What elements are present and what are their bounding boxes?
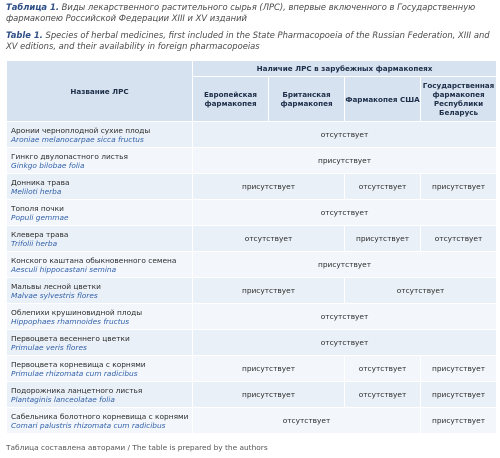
name-ru: Сабельника болотного корневища с корнями — [11, 411, 189, 421]
caption-en-label: Table 1. — [6, 30, 43, 40]
availability-cell: присутствует — [421, 382, 497, 408]
herbal-medicine-name — [7, 200, 193, 226]
header-name-column: Название ЛРС — [7, 61, 193, 122]
name-ru: Гинкго двулопастного листья — [11, 151, 128, 161]
availability-cell: присутствует — [193, 278, 345, 304]
name-latin: Primulae veris flores — [11, 342, 87, 352]
name-latin: Trifolii herba — [11, 238, 58, 248]
name-ru: Подорожника ланцетного листья — [11, 385, 143, 395]
name-latin: Ginkgo bilobae folia — [11, 160, 85, 170]
herbal-medicine-name — [7, 382, 193, 408]
herbal-medicine-name — [7, 408, 193, 434]
name-ru: Конского каштана обыкновенного семена — [11, 255, 177, 265]
table-row — [7, 200, 497, 226]
caption-ru-text: Виды лекарственного растительного сырья (ЛРС), впервые включенного в Государственную фармакопею Российской Федерации XIII и XV изданий — [6, 2, 476, 23]
table-row — [7, 226, 497, 252]
availability-cell: присутствует — [193, 382, 345, 408]
herbal-medicine-name — [7, 174, 193, 200]
header-col-british: Британская фармакопея — [269, 77, 345, 122]
header-group: Наличие ЛРС в зарубежных фармакопеях — [193, 61, 497, 77]
availability-cell: отсутствует — [345, 382, 421, 408]
table-row — [7, 382, 497, 408]
table-row — [7, 148, 497, 174]
availability-cell: присутствует — [421, 408, 497, 434]
name-ru: Тополя почки — [11, 203, 64, 213]
table-row — [7, 278, 497, 304]
header-col-belarus: Государственная фармакопея Республики Беларусь — [421, 77, 497, 122]
availability-cell: отсутствует — [345, 174, 421, 200]
name-latin: Meliloti herba — [11, 186, 62, 196]
availability-cell: отсутствует — [193, 226, 345, 252]
table-row — [7, 356, 497, 382]
availability-cell: отсутствует — [193, 122, 497, 148]
name-latin: Hippophaes rhamnoides fructus — [11, 316, 130, 326]
name-ru: Мальвы лесной цветки — [11, 281, 101, 291]
name-ru: Донника трава — [11, 177, 70, 187]
table-row — [7, 252, 497, 278]
herbal-medicine-name — [7, 226, 193, 252]
name-latin: Malvae sylvestris flores — [11, 290, 98, 300]
availability-cell: присутствует — [345, 226, 421, 252]
availability-cell: отсутствует — [421, 226, 497, 252]
availability-cell: присутствует — [193, 252, 497, 278]
name-ru: Первоцвета весеннего цветки — [11, 333, 130, 343]
availability-cell: отсутствует — [193, 304, 497, 330]
herbal-medicine-name — [7, 330, 193, 356]
table-row — [7, 330, 497, 356]
herbal-medicine-name — [7, 252, 193, 278]
name-ru: Аронии черноплодной сухие плоды — [11, 125, 151, 135]
availability-cell: присутствует — [193, 148, 497, 174]
name-latin: Aroniae melanocarpae sicca fructus — [11, 134, 144, 144]
availability-cell: присутствует — [193, 356, 345, 382]
name-ru: Первоцвета корневища с корнями — [11, 359, 146, 369]
herbal-medicine-name — [7, 148, 193, 174]
table-body — [7, 122, 497, 434]
caption-en-text: Species of herbal medicines, first included in the State Pharmacopoeia of the Russian Federation, XIII and XV editions, and their availability in foreign pharmacopoeias — [6, 30, 490, 51]
name-latin: Aesculi hippocastani semina — [11, 264, 117, 274]
table-caption-en — [6, 30, 496, 52]
availability-cell: присутствует — [421, 174, 497, 200]
table-row — [7, 408, 497, 434]
name-latin: Comari palustris rhizomata cum radicibus — [11, 420, 166, 430]
table-row — [7, 174, 497, 200]
availability-cell: отсутствует — [193, 200, 497, 226]
herbal-medicine-name — [7, 356, 193, 382]
availability-cell: отсутствует — [345, 278, 497, 304]
caption-ru-label: Таблица 1. — [6, 2, 59, 12]
name-latin: Populi gemmae — [11, 212, 69, 222]
availability-cell: присутствует — [421, 356, 497, 382]
header-col-european: Европейская фармакопея — [193, 77, 269, 122]
table-source-note: Таблица составлена авторами / The table is prepared by the authors — [6, 443, 268, 452]
table-row — [7, 122, 497, 148]
herbal-medicine-name — [7, 304, 193, 330]
header-col-usp: Фармакопея США — [345, 77, 421, 122]
availability-cell: отсутствует — [193, 408, 421, 434]
name-ru: Клевера трава — [11, 229, 69, 239]
table-caption-ru — [6, 2, 496, 24]
availability-cell: отсутствует — [193, 330, 497, 356]
name-latin: Plantaginis lanceolatae folia — [11, 394, 115, 404]
herbal-medicine-name — [7, 122, 193, 148]
table-row — [7, 304, 497, 330]
name-latin: Primulae rhizomata cum radicibus — [11, 368, 138, 378]
name-ru: Облепихи крушиновидной плоды — [11, 307, 143, 317]
availability-cell: присутствует — [193, 174, 345, 200]
pharmacopoeia-table — [6, 60, 497, 434]
availability-cell: отсутствует — [345, 356, 421, 382]
herbal-medicine-name — [7, 278, 193, 304]
